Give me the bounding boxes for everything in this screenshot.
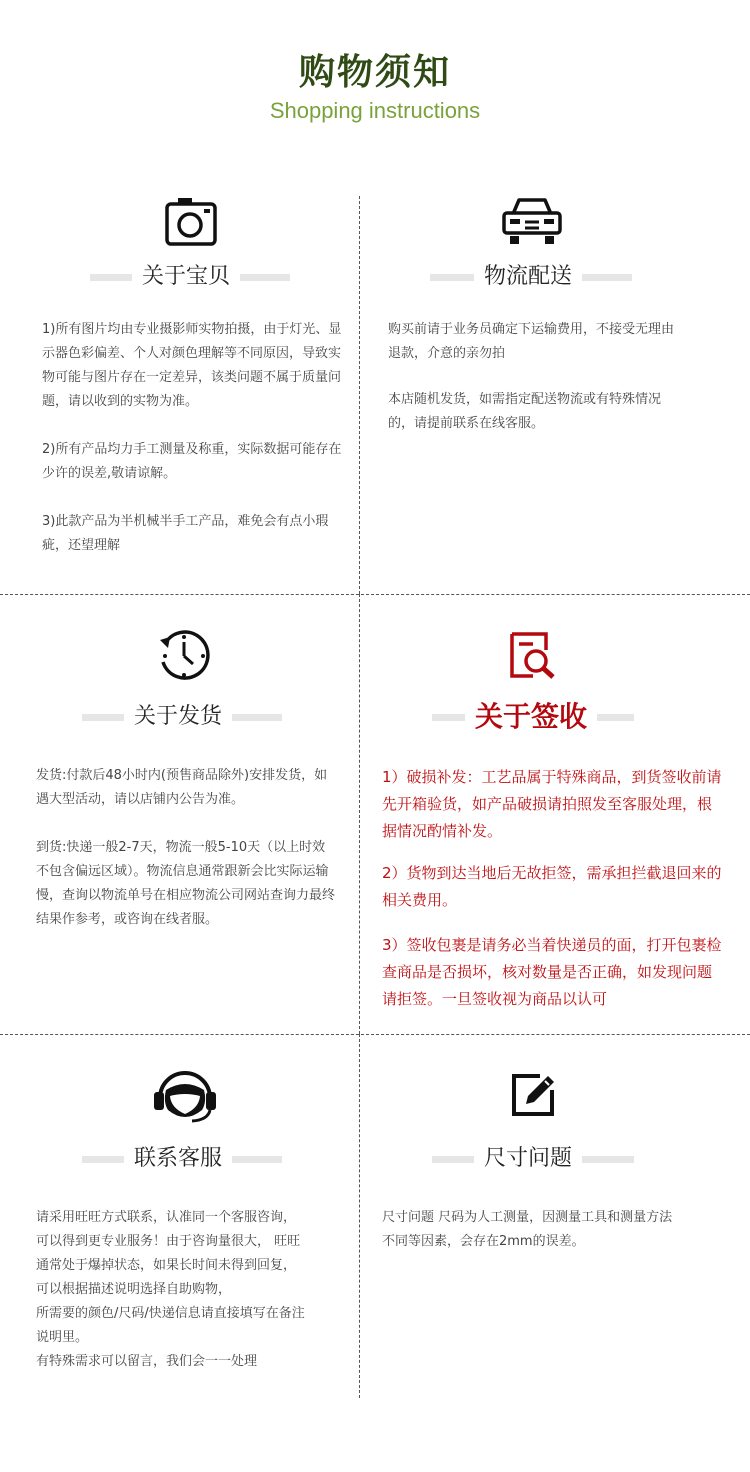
section-line: 所需要的颜色/尺码/快递信息请直接填写在备注 <box>36 1306 305 1321</box>
divider-vertical <box>359 1034 360 1398</box>
section-title: 尺寸问题 <box>474 1144 582 1174</box>
car-icon <box>501 192 563 248</box>
section-paragraph: 购买前请于业务员确定下运输费用，不接受无理由退款，介意的亲勿拍 <box>388 322 675 361</box>
divider-vertical <box>359 594 360 1034</box>
section-paragraph: 3）签收包裹是请务必当着快递员的面，打开包裹检查商品是否损坏，核对数量是否正确，如发现问题请拒签。一旦签收视为商品以认可 <box>382 936 722 1008</box>
section-title: 关于发货 <box>124 702 232 732</box>
section-title: 关于签收 <box>465 699 597 735</box>
section-paragraph: 尺寸问题 尺码为人工测量，因测量工具和测量方法不同等因素，会存在2mm的误差。 <box>382 1210 673 1249</box>
section-title: 物流配送 <box>474 262 582 292</box>
page-title: 购物须知 <box>298 52 451 93</box>
divider-vertical <box>359 196 360 594</box>
section-line: 通常处于爆掉状态，如果长时间未得到回复， <box>36 1258 297 1273</box>
section-paragraph: 本店随机发货，如需指定配送物流或有特殊情况的，请提前联系在线客服。 <box>388 392 662 431</box>
section-line: 说明里。 <box>36 1330 89 1345</box>
section-line: 有特殊需求可以留言，我们会一一处理 <box>36 1354 258 1369</box>
section-paragraph: 1)所有图片均由专业摄影师实物拍摄，由于灯光、显示器色彩偏差、个人对颜色理解等不同原因，导致实物可能与图片存在一定差异，该类问题不属于质量问题，请以收到的实物为准。 <box>42 322 342 409</box>
section-line: 可以得到更专业服务！由于咨询量很大， 旺旺 <box>36 1234 301 1249</box>
divider-horizontal <box>0 1034 750 1035</box>
section-title: 联系客服 <box>124 1144 232 1174</box>
section-paragraph: 2)所有产品均力手工测量及称重，实际数据可能存在少许的误差,敬请谅解。 <box>42 442 342 481</box>
divider-horizontal <box>0 594 750 595</box>
section-title: 关于宝贝 <box>132 262 240 292</box>
clock-icon <box>156 628 212 684</box>
page-subtitle: Shopping instructions <box>269 98 481 123</box>
inspect-document-icon <box>509 630 557 680</box>
section-paragraph: 2）货物到达当地后无故拒签，需承担拦截退回来的相关费用。 <box>382 864 722 909</box>
section-paragraph: 1）破损补发：工艺品属于特殊商品，到货签收前请先开箱验货，如产品破损请拍照发至客服处理，根据情况酌情补发。 <box>382 768 722 840</box>
edit-icon <box>510 1072 556 1118</box>
section-paragraph: 3)此款产品为半机械半手工产品，难免会有点小瑕疵，还望理解 <box>42 514 329 553</box>
section-paragraph: 到货:快递一般2-7天，物流一般5-10天（以上时效不包含偏远区域）。物流信息通常跟新会比实际运输慢，查询以物流单号在相应物流公司网站查询力最终结果作参考，或咨询在线者服。 <box>36 840 336 927</box>
section-paragraph: 发货:付款后48小时内(预售商品除外)安排发货，如遇大型活动，请以店铺内公告为准。 <box>36 768 328 807</box>
section-line: 请采用旺旺方式联系，认准同一个客服咨询， <box>36 1210 297 1225</box>
section-line: 可以根据描述说明选择自助购物， <box>36 1282 232 1297</box>
camera-icon <box>163 194 219 250</box>
headset-icon <box>152 1066 218 1126</box>
